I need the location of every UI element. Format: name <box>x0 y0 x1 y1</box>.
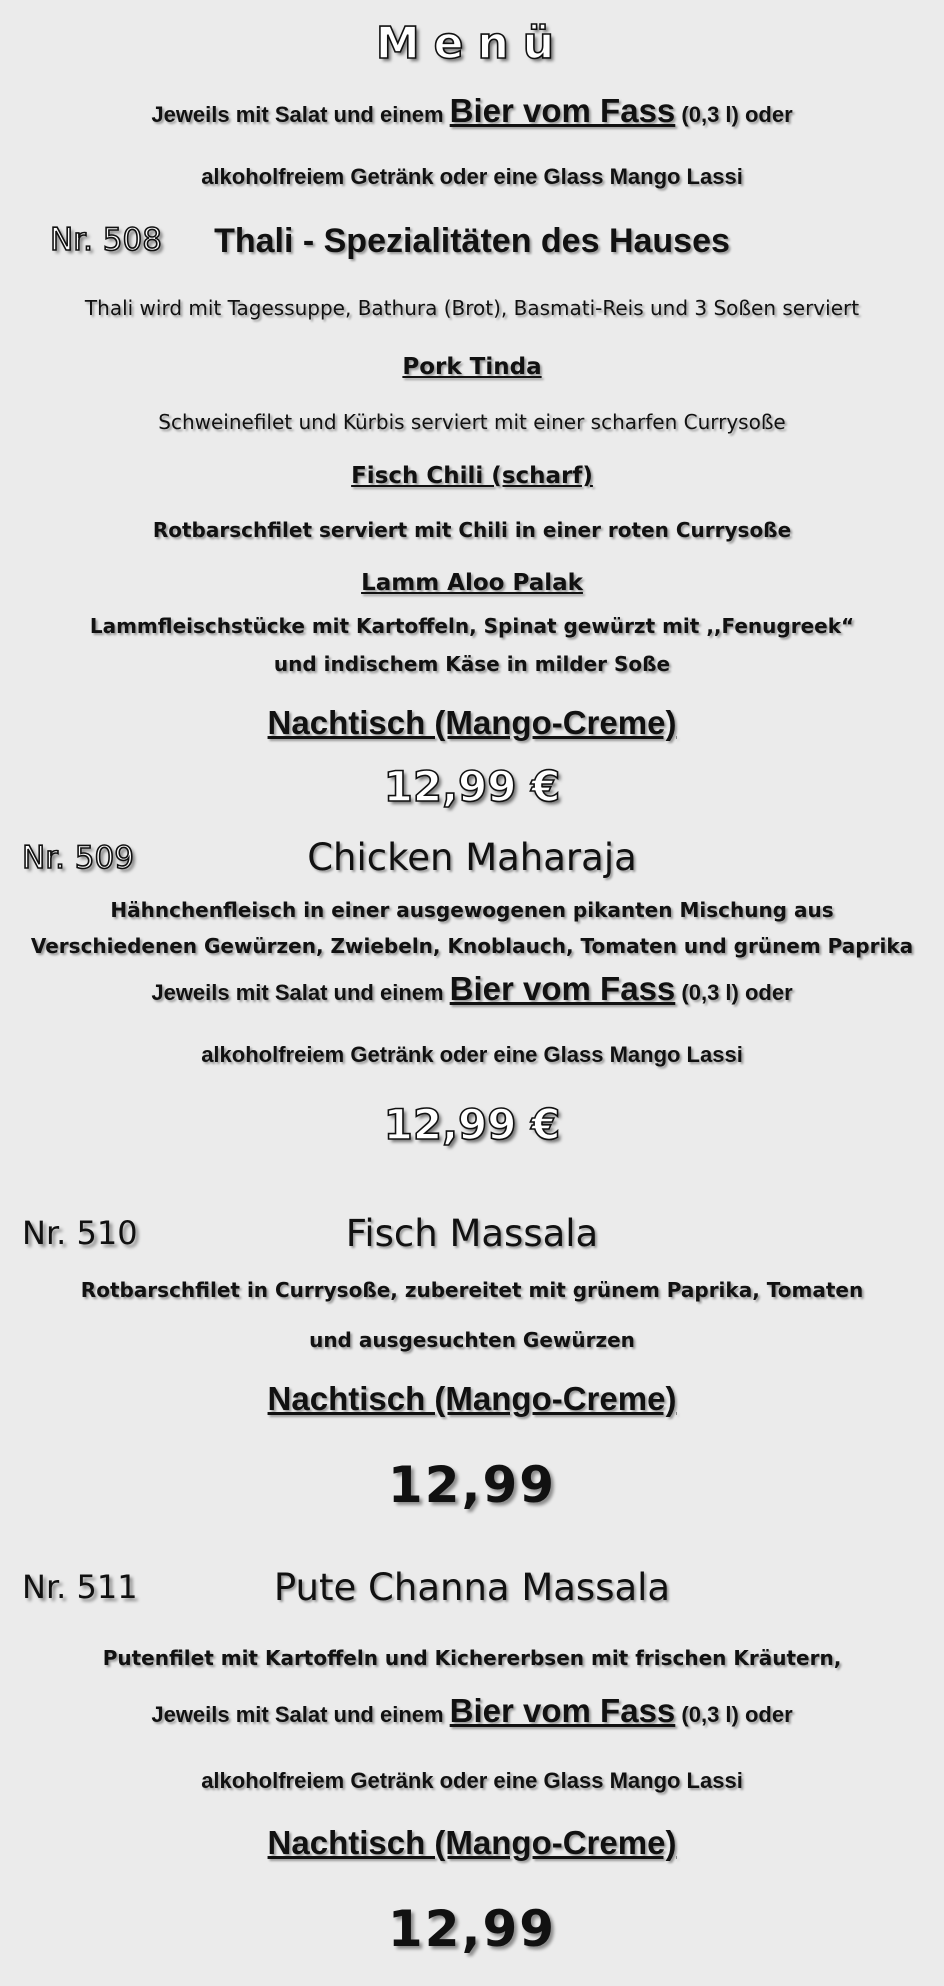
item-511-dessert: Nachtisch (Mango-Creme) <box>267 1824 677 1861</box>
item-510-description-1: Rotbarschfilet in Currysoße, zubereitet mit grünem Paprika, Tomaten <box>80 1278 864 1302</box>
item-511-intro-line-2: alkoholfreiem Getränk oder eine Glass Mango Lassi <box>201 1768 743 1793</box>
item-508-description: Thali wird mit Tagessuppe, Bathura (Brot), Basmati-Reis und 3 Soßen serviert <box>84 296 860 320</box>
item-509-price: 12,99 € <box>383 1100 561 1149</box>
item-511-intro-part1: Jeweils mit Salat und einem <box>151 1702 450 1727</box>
subdish-pork-tinda-description: Schweinefilet und Kürbis serviert mit einer scharfen Currysoße <box>158 410 786 434</box>
intro-line-1 <box>0 92 944 130</box>
item-509-description-2: Verschiedenen Gewürzen, Zwiebeln, Knoblauch, Tomaten und grünem Paprika <box>30 934 914 958</box>
item-508-dessert: Nachtisch (Mango-Creme) <box>267 704 677 741</box>
item-509-intro-bier: Bier vom Fass <box>449 970 676 1007</box>
item-511-intro-bier: Bier vom Fass <box>449 1692 676 1729</box>
item-510-price: 12,99 <box>387 1456 557 1514</box>
item-510-nr: Nr. 510 <box>22 1214 138 1252</box>
item-508-price: 12,99 € <box>383 762 561 811</box>
item-511-nr: Nr. 511 <box>22 1568 138 1606</box>
item-509-intro-part1: Jeweils mit Salat und einem <box>151 980 450 1005</box>
intro-part1: Jeweils mit Salat und einem <box>151 102 450 127</box>
item-510-title: Fisch Massala <box>345 1212 599 1255</box>
subdish-lamm-aloo-palak-name: Lamm Aloo Palak <box>361 570 583 596</box>
item-511-description: Putenfilet mit Kartoffeln und Kichererbsen mit frischen Kräutern, <box>102 1646 842 1670</box>
subdish-lamm-aloo-palak-description-2: und indischem Käse in milder Soße <box>273 652 671 676</box>
subdish-pork-tinda-name: Pork Tinda <box>402 354 542 380</box>
item-510-description-2: und ausgesuchten Gewürzen <box>309 1328 635 1352</box>
intro-line-2: alkoholfreiem Getränk oder eine Glass Mango Lassi <box>201 164 743 189</box>
item-511-intro-part2: (0,3 l) oder <box>675 1702 793 1727</box>
subdish-fisch-chili-name: Fisch Chili (scharf) <box>351 463 593 489</box>
menu-title: Menü <box>375 18 569 69</box>
item-511-intro-line-1 <box>0 1692 944 1730</box>
item-511-title: Pute Channa Massala <box>273 1566 671 1609</box>
item-510-dessert: Nachtisch (Mango-Creme) <box>267 1380 677 1417</box>
item-509-intro-part2: (0,3 l) oder <box>675 980 793 1005</box>
intro-part2: (0,3 l) oder <box>675 102 793 127</box>
intro-bier: Bier vom Fass <box>449 92 676 129</box>
item-509-intro-line-2: alkoholfreiem Getränk oder eine Glass Mango Lassi <box>201 1042 743 1067</box>
item-508-title: Thali - Spezialitäten des Hauses <box>214 222 730 260</box>
subdish-fisch-chili-description: Rotbarschfilet serviert mit Chili in einer roten Currysoße <box>152 518 792 542</box>
item-508-nr: Nr. 508 <box>50 222 162 258</box>
item-509-nr: Nr. 509 <box>22 840 134 876</box>
item-509-description-1: Hähnchenfleisch in einer ausgewogenen pikanten Mischung aus <box>110 898 834 922</box>
subdish-lamm-aloo-palak-description-1: Lammfleischstücke mit Kartoffeln, Spinat gewürzt mit ,,Fenugreek“ <box>89 614 855 638</box>
item-509-title: Chicken Maharaja <box>307 836 637 879</box>
item-509-intro-line-1 <box>0 970 944 1008</box>
item-511-price: 12,99 <box>387 1900 557 1958</box>
